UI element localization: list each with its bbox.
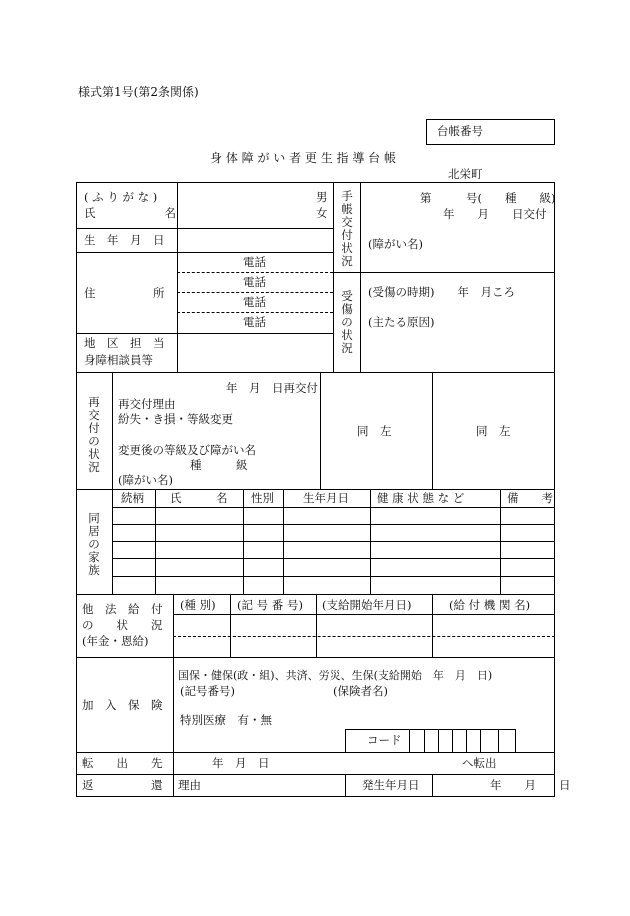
phone-label-2: 電話: [243, 275, 266, 289]
sex-male[interactable]: 男: [316, 190, 328, 204]
return-label: 返 還: [82, 778, 163, 792]
benefits-header-start: (支給開始年月日): [322, 598, 412, 612]
reissue-disability-text: (障がい名): [118, 473, 173, 487]
family-header-name: 氏 名: [170, 491, 228, 505]
town-name: 北栄町: [448, 167, 483, 181]
reissue-reason-label: 再交付理由: [118, 397, 176, 411]
code-label: コード: [367, 733, 402, 747]
notebook-vertical-label: 手帳交付状況: [341, 189, 353, 268]
reissue-same-left-1: 同 左: [357, 424, 392, 438]
injury-cause-text: (主たる原因): [368, 315, 435, 329]
transfer-suffix: へ転出: [462, 756, 497, 770]
phone-label-3: 電話: [243, 295, 266, 309]
insurance-label: 加 入 保 険: [82, 698, 163, 712]
reissue-vertical-label: 再交付の状況: [88, 395, 100, 474]
notebook-date-text: 年 月 日交付: [443, 207, 547, 221]
phone-label-4: 電話: [243, 315, 266, 329]
return-occur-label: 発生年月日: [362, 778, 420, 792]
return-date: 年 月 日: [490, 778, 571, 792]
name-field[interactable]: [178, 183, 308, 227]
birth-label: 生 年 月 日: [84, 233, 165, 247]
reissue-same-left-2: 同 左: [476, 424, 511, 438]
family-header-notes: 備 考: [507, 491, 553, 505]
transfer-date: 年 月 日: [212, 756, 270, 770]
family-vertical-label: 同居の家族: [88, 511, 100, 577]
insurance-line1[interactable]: 国保・健保(政・組)、共済、労災、生保(支給開始 年 月 日): [178, 669, 493, 682]
reissue-date-text: 年 月 日再交付: [226, 381, 318, 395]
birth-field[interactable]: [178, 229, 332, 251]
reissue-change-label: 変更後の等級及び障がい名: [118, 443, 256, 457]
injury-time-text: (受傷の時期) 年 月ころ: [368, 285, 515, 299]
district-label-1: 地 区 担 当: [84, 336, 165, 350]
transfer-label: 転 出 先: [82, 756, 163, 770]
insurance-number-label: (記号番号): [180, 684, 235, 698]
family-header-birth: 生年月日: [303, 491, 349, 505]
insurance-insurer-label: (保険者名): [333, 684, 388, 698]
phone-label-1: 電話: [243, 255, 266, 269]
furigana-label: ( ふ り が な ): [84, 190, 158, 204]
family-header-sex: 性別: [251, 491, 274, 505]
notebook-disability: (障がい名): [368, 237, 423, 251]
sex-female[interactable]: 女: [316, 206, 328, 220]
form-number: 様式第1号(第2条関係): [78, 85, 199, 99]
special-medical[interactable]: 特別医療 有・無: [180, 713, 272, 727]
benefits-header-number: (記 号 番 号): [237, 598, 303, 612]
reissue-grade-text: 種 級: [190, 458, 248, 472]
notebook-number-text: 第 号( 種 級): [420, 191, 556, 205]
benefits-label-1: 他 法 給 付: [82, 602, 163, 616]
family-header-relation: 続柄: [121, 491, 144, 505]
injury-vertical-label: 受傷の状況: [341, 289, 353, 355]
return-reason-label: 理由: [178, 778, 201, 792]
address-label: 住 所: [84, 286, 165, 300]
name-label: 氏 名: [84, 206, 176, 220]
reissue-reason-text[interactable]: 紛失・き損・等級変更: [118, 412, 233, 426]
benefits-label-2: の 状 況: [82, 618, 163, 632]
district-field[interactable]: [178, 334, 332, 371]
family-header-health: 健 康 状 態 な ど: [377, 491, 465, 505]
page-title: 身 体 障 が い 者 更 生 指 導 台 帳: [210, 151, 396, 165]
benefits-header-agency: (給 付 機 関 名): [449, 598, 531, 612]
ledger-number-label: 台帳番号: [437, 124, 483, 138]
benefits-label-3: (年金・恩給): [82, 634, 149, 648]
benefits-header-type: (種 別): [180, 598, 216, 612]
district-label-2: 身障相談員等: [84, 353, 153, 367]
ledger-number-box[interactable]: [426, 119, 555, 145]
